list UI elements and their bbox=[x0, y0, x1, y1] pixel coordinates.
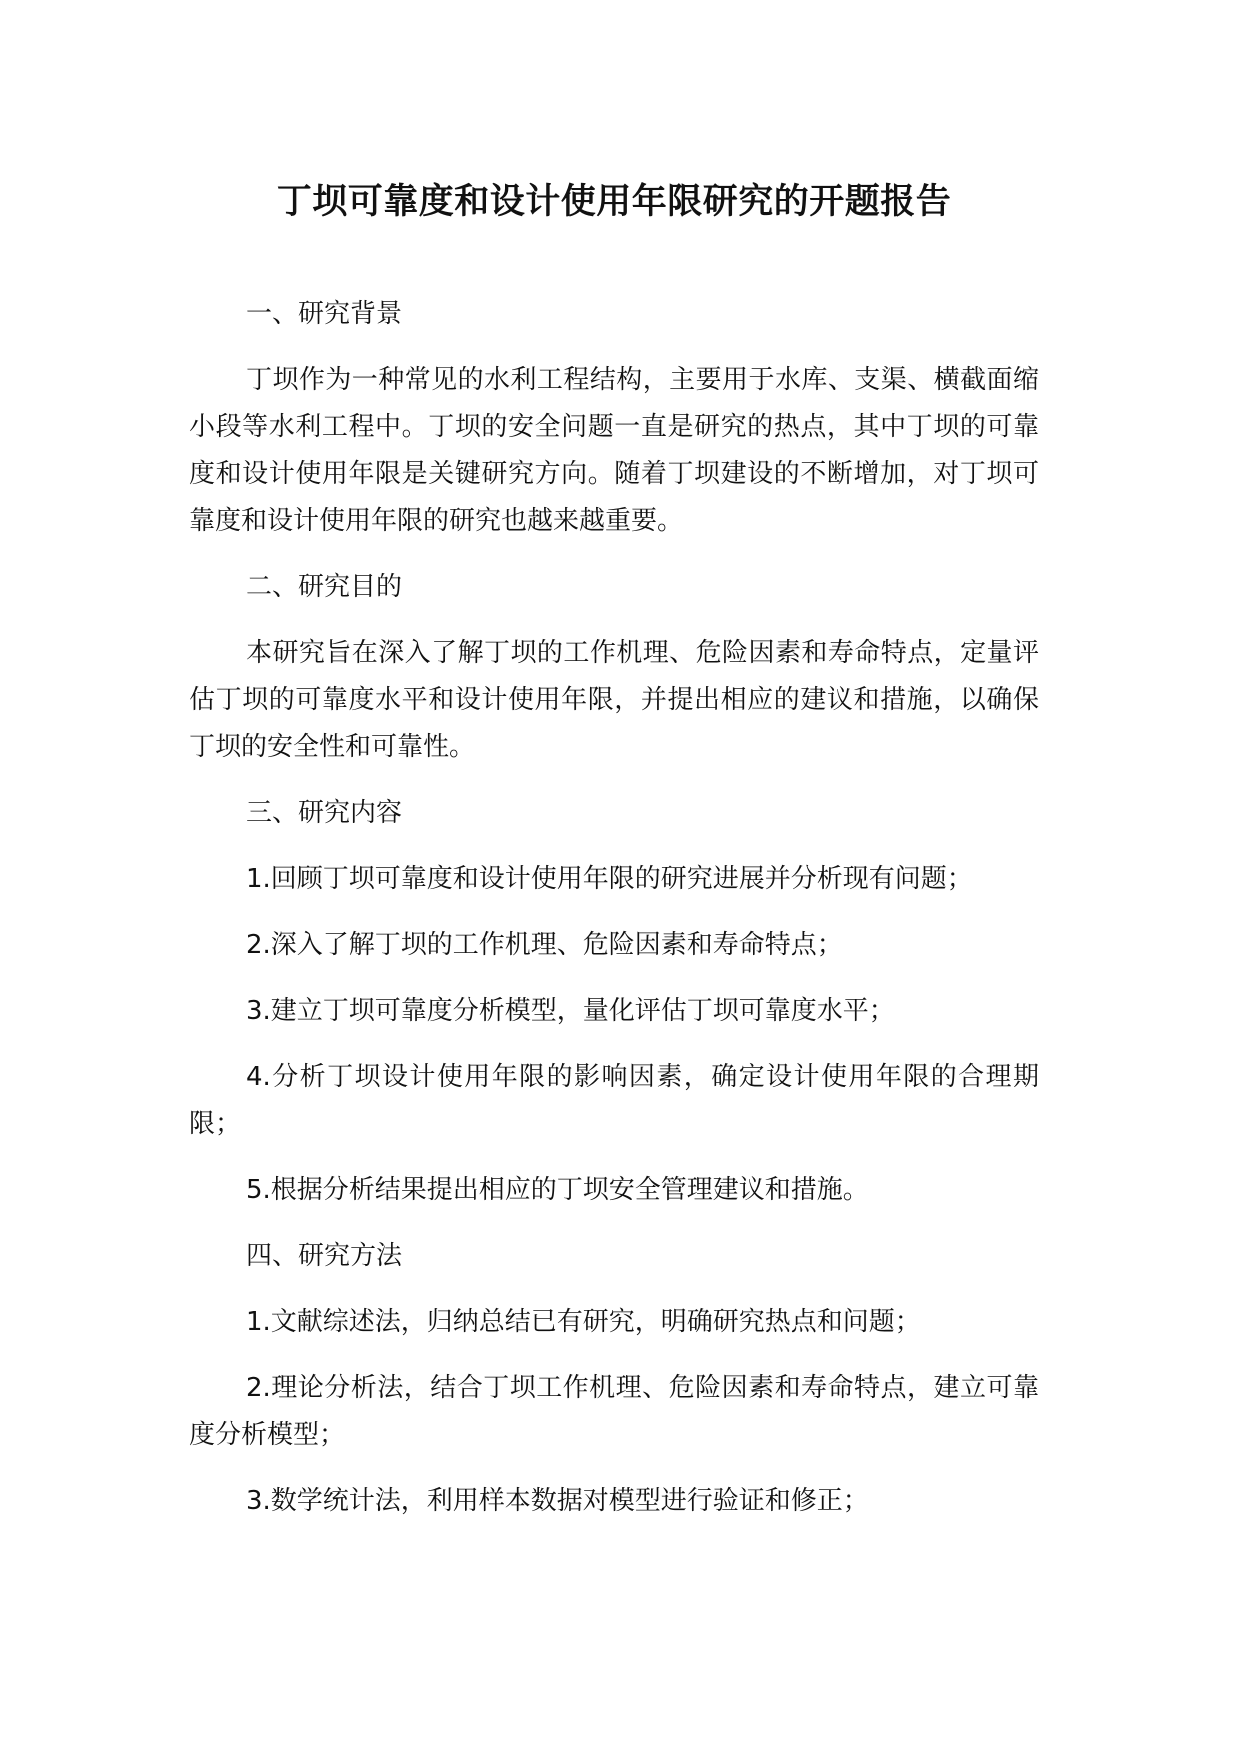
content-item-2: 2.深入了解丁坝的工作机理、危险因素和寿命特点； bbox=[246, 930, 843, 960]
method-item-1: 1.文献综述法，归纳总结已有研究，明确研究热点和问题； bbox=[246, 1307, 921, 1337]
document-title: 丁坝可靠度和设计使用年限研究的开题报告 bbox=[276, 182, 952, 222]
content-item-3: 3.建立丁坝可靠度分析模型，量化评估丁坝可靠度水平； bbox=[246, 996, 895, 1026]
content-item-5: 5.根据分析结果提出相应的丁坝安全管理建议和措施。 bbox=[246, 1175, 869, 1205]
document-body bbox=[189, 291, 1039, 1544]
section-heading-background: 一、研究背景 bbox=[246, 299, 403, 329]
content-item-1: 1.回顾丁坝可靠度和设计使用年限的研究进展并分析现有问题； bbox=[246, 864, 973, 894]
section-heading-content: 三、研究内容 bbox=[246, 798, 403, 828]
section-heading-purpose: 二、研究目的 bbox=[246, 572, 403, 602]
background-paragraph: 丁坝作为一种常见的水利工程结构，主要用于水库、支渠、横截面缩小段等水利工程中。丁坝的安全问题一直是研究的热点，其中丁坝的可靠度和设计使用年限是关键研究方向。随着丁坝建设的不断增加，对丁坝可靠度和设计使用年限的研究也越来越重要。 bbox=[189, 365, 1039, 536]
method-item-2: 2.理论分析法，结合丁坝工作机理、危险因素和寿命特点，建立可靠度分析模型； bbox=[189, 1373, 1039, 1450]
content-item-4: 4.分析丁坝设计使用年限的影响因素，确定设计使用年限的合理期限； bbox=[189, 1062, 1039, 1139]
method-item-3: 3.数学统计法，利用样本数据对模型进行验证和修正； bbox=[246, 1486, 869, 1516]
section-heading-methods: 四、研究方法 bbox=[246, 1241, 403, 1271]
purpose-paragraph: 本研究旨在深入了解丁坝的工作机理、危险因素和寿命特点，定量评估丁坝的可靠度水平和设计使用年限，并提出相应的建议和措施，以确保丁坝的安全性和可靠性。 bbox=[189, 638, 1039, 762]
